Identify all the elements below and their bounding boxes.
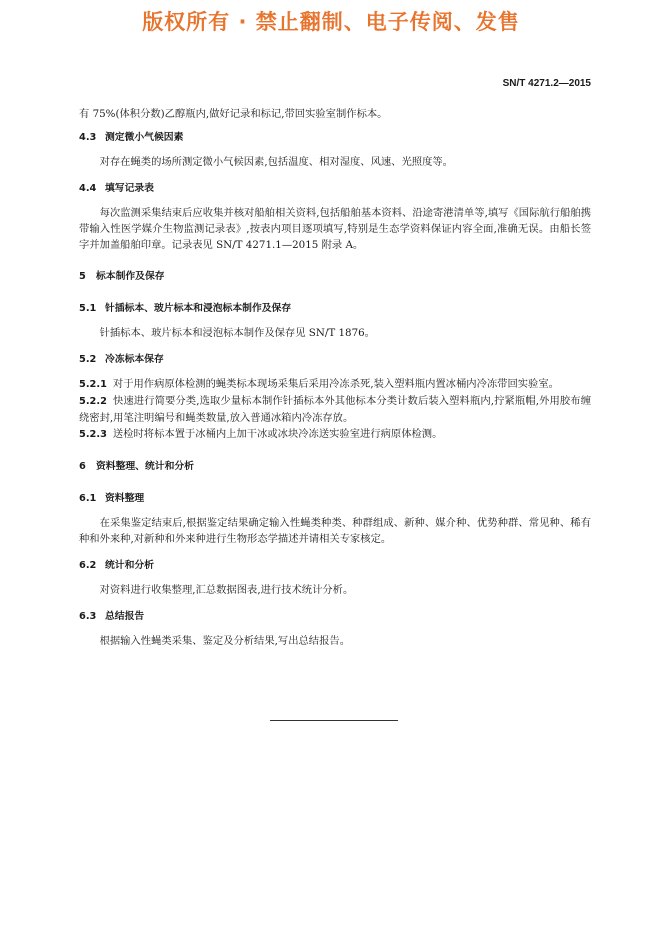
section-heading-6-1: 6.1 资料整理 (79, 493, 145, 504)
paragraph: 根据输入性蝇类采集、鉴定及分析结果,写出总结报告。 (99, 635, 350, 647)
section-heading-6-3: 6.3 总结报告 (79, 611, 145, 622)
clause-5-2-2: 5.2.2 快速进行简要分类,选取少量标本制作针插标本外其他标本分类计数后装入塑料瓶内,拧紧瓶帽,外用胶布缠绕密封,用笔注明编号和蝇类数量,放入普通冰箱内冷冻存放。 (79, 395, 591, 424)
section-heading-5: 5 标本制作及保存 (79, 271, 165, 282)
section-heading-5-1: 5.1 针插标本、玻片标本和浸泡标本制作及保存 (79, 303, 292, 314)
section-heading-4-4: 4.4 填写记录表 (79, 183, 154, 194)
section-heading-5-2: 5.2 冷冻标本保存 (79, 354, 164, 365)
end-rule (270, 720, 398, 721)
standard-code: SN/T 4271.2—2015 (502, 78, 591, 89)
section-heading-6: 6 资料整理、统计和分析 (79, 461, 194, 472)
paragraph: 对资料进行收集整理,汇总数据图表,进行技术统计分析。 (99, 584, 354, 596)
clause-5-2-3: 5.2.3 送检时将标本置于冰桶内上加干冰或冰块冷冻送实验室进行病原体检测。 (79, 428, 443, 440)
paragraph: 有 75%(体积分数)乙醇瓶内,做好记录和标记,带回实验室制作标本。 (79, 108, 388, 120)
paragraph: 每次监测采集结束后应收集并核对船舶相关资料,包括船舶基本资料、沿途寄港清单等,填写《国际航行船舶携带输入性医学媒介生物监测记录表》,按表内项目逐项填写,特别是生态学资料保证内容全面,准确无误。由船长签字并加盖船舶印章。记录表见 SN/T 4271.1—2015 附录 A。 (79, 207, 591, 251)
section-heading-6-2: 6.2 统计和分析 (79, 560, 154, 571)
paragraph: 针插标本、玻片标本和浸泡标本制作及保存见 SN/T 1876。 (99, 327, 375, 339)
section-heading-4-3: 4.3 测定微小气候因素 (79, 132, 184, 143)
copyright-watermark: 版权所有 · 禁止翻制、电子传阅、发售 (142, 10, 520, 34)
document-body (79, 106, 591, 649)
paragraph: 在采集鉴定结束后,根据鉴定结果确定输入性蝇类种类、种群组成、新种、媒介种、优势种群、常见种、稀有种和外来种,对新种和外来种进行生物形态学描述并请相关专家核定。 (79, 517, 591, 545)
paragraph: 对存在蝇类的场所测定微小气候因素,包括温度、相对湿度、风速、光照度等。 (99, 156, 453, 168)
clause-5-2-1: 5.2.1 对于用作病原体检测的蝇类标本现场采集后采用冷冻杀死,装入塑料瓶内置冰桶内冷冻带回实验室。 (79, 378, 559, 390)
